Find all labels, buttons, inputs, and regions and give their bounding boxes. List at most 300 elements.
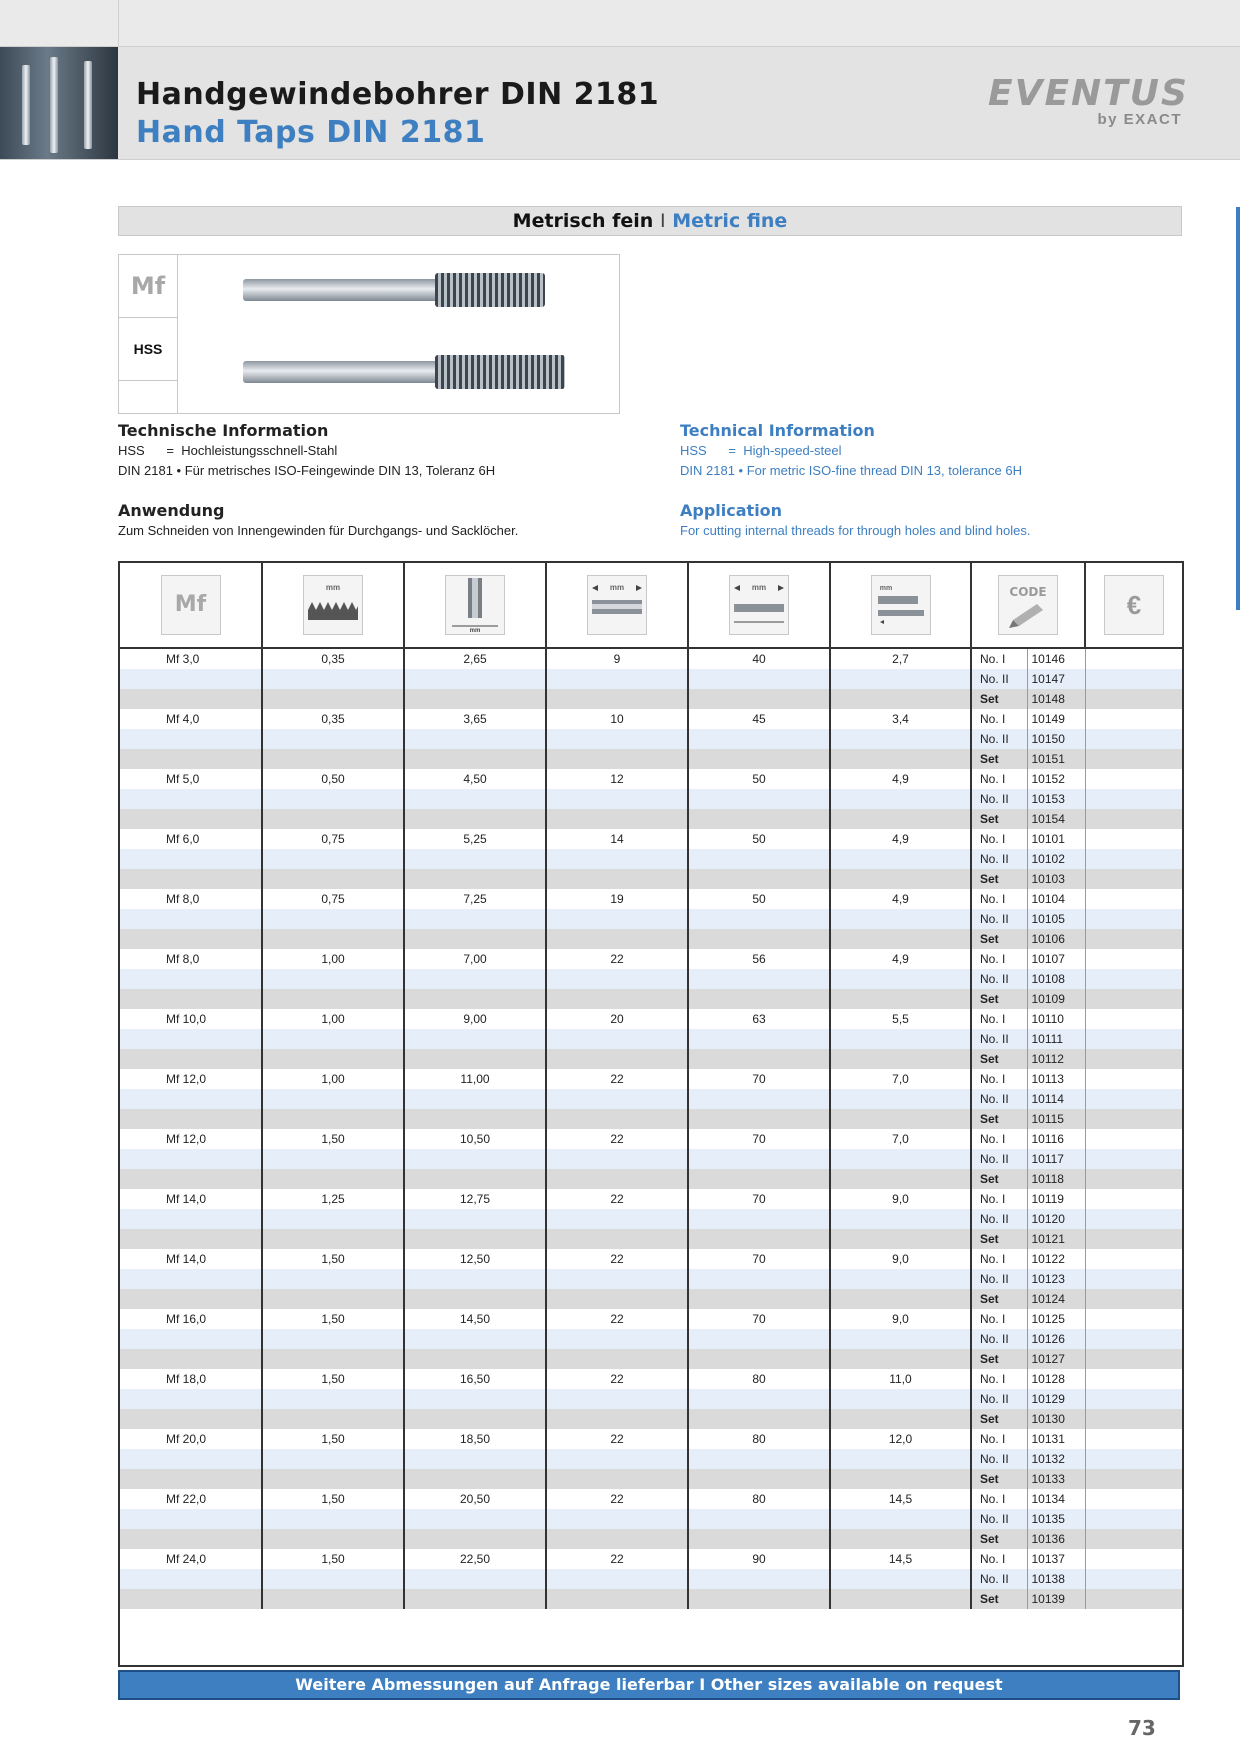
cell-square bbox=[830, 1529, 971, 1549]
cell-drill bbox=[404, 1529, 546, 1549]
cell-thread-len bbox=[546, 1449, 688, 1469]
cell-size bbox=[120, 1329, 262, 1349]
cell-thread-len bbox=[546, 989, 688, 1009]
cell-kind: No. I bbox=[971, 1429, 1027, 1449]
cell-code: 10126 bbox=[1027, 1329, 1085, 1349]
cell-size: Mf 10,0 bbox=[120, 1009, 262, 1029]
cell-thread-len: 19 bbox=[546, 889, 688, 909]
table-row bbox=[120, 1509, 1182, 1529]
cell-total-len bbox=[688, 1109, 830, 1129]
section-title bbox=[118, 206, 1182, 236]
cell-drill bbox=[404, 929, 546, 949]
cell-pitch bbox=[262, 989, 404, 1009]
cell-drill: 2,65 bbox=[404, 648, 546, 669]
cell-square: 14,5 bbox=[830, 1549, 971, 1569]
cell-pitch bbox=[262, 1589, 404, 1609]
cell-price bbox=[1085, 809, 1182, 829]
cell-code: 10120 bbox=[1027, 1209, 1085, 1229]
cell-drill bbox=[404, 989, 546, 1009]
col-header-pitch bbox=[262, 563, 404, 648]
cell-square bbox=[830, 929, 971, 949]
cell-pitch: 1,50 bbox=[262, 1249, 404, 1269]
cell-drill: 14,50 bbox=[404, 1309, 546, 1329]
cell-pitch bbox=[262, 869, 404, 889]
cell-kind: Set bbox=[971, 929, 1027, 949]
cell-size bbox=[120, 1409, 262, 1429]
table-row bbox=[120, 909, 1182, 929]
product-table bbox=[118, 561, 1184, 1667]
cell-drill: 11,00 bbox=[404, 1069, 546, 1089]
cell-price bbox=[1085, 949, 1182, 969]
application-text-en: For cutting internal threads for through holes and blind holes. bbox=[680, 523, 1031, 538]
table-row bbox=[120, 929, 1182, 949]
cell-total-len bbox=[688, 909, 830, 929]
cell-square: 4,9 bbox=[830, 949, 971, 969]
thread-unit: mm bbox=[609, 583, 625, 592]
cell-square bbox=[830, 1329, 971, 1349]
cell-thread-len: 12 bbox=[546, 769, 688, 789]
cell-thread-len: 22 bbox=[546, 1429, 688, 1449]
cell-size bbox=[120, 1529, 262, 1549]
cell-code: 10128 bbox=[1027, 1369, 1085, 1389]
cell-code: 10149 bbox=[1027, 709, 1085, 729]
cell-drill bbox=[404, 1269, 546, 1289]
cell-kind: No. I bbox=[971, 829, 1027, 849]
cell-square bbox=[830, 969, 971, 989]
cell-total-len: 70 bbox=[688, 1069, 830, 1089]
cell-total-len bbox=[688, 729, 830, 749]
cell-drill: 7,00 bbox=[404, 949, 546, 969]
cell-code: 10115 bbox=[1027, 1109, 1085, 1129]
cell-price bbox=[1085, 729, 1182, 749]
cell-code: 10123 bbox=[1027, 1269, 1085, 1289]
cell-thread-len bbox=[546, 1049, 688, 1069]
page-title-de: Handgewindebohrer DIN 2181 bbox=[136, 77, 660, 112]
cell-drill bbox=[404, 1109, 546, 1129]
cell-kind: Set bbox=[971, 989, 1027, 1009]
col-header-square bbox=[830, 563, 971, 648]
cell-total-len bbox=[688, 869, 830, 889]
tap-photo-3 bbox=[84, 61, 92, 149]
cell-pitch bbox=[262, 809, 404, 829]
cell-square bbox=[830, 1209, 971, 1229]
cell-size bbox=[120, 1589, 262, 1609]
cell-total-len: 80 bbox=[688, 1489, 830, 1509]
cell-kind: No. I bbox=[971, 1069, 1027, 1089]
cell-drill bbox=[404, 1229, 546, 1249]
tech-info-heading-de: Technische Information bbox=[118, 421, 329, 440]
cell-price bbox=[1085, 1409, 1182, 1429]
brand-name: EVENTUS bbox=[988, 73, 1189, 114]
cell-kind: Set bbox=[971, 749, 1027, 769]
cell-total-len bbox=[688, 1529, 830, 1549]
cell-thread-len: 22 bbox=[546, 1189, 688, 1209]
cell-total-len bbox=[688, 1209, 830, 1229]
cell-drill: 3,65 bbox=[404, 709, 546, 729]
cell-kind: No. I bbox=[971, 1249, 1027, 1269]
cell-code: 10134 bbox=[1027, 1489, 1085, 1509]
cell-code: 10103 bbox=[1027, 869, 1085, 889]
cell-thread-len: 22 bbox=[546, 1489, 688, 1509]
cell-size: Mf 22,0 bbox=[120, 1489, 262, 1509]
cell-kind: No. II bbox=[971, 1449, 1027, 1469]
cell-size bbox=[120, 789, 262, 809]
table-row bbox=[120, 1049, 1182, 1069]
cell-price bbox=[1085, 709, 1182, 729]
cell-code: 10105 bbox=[1027, 909, 1085, 929]
tap-image-no2 bbox=[243, 355, 573, 389]
cell-pitch bbox=[262, 1529, 404, 1549]
cell-drill: 22,50 bbox=[404, 1549, 546, 1569]
top-strip bbox=[0, 0, 1240, 47]
euro-icon bbox=[1104, 575, 1164, 635]
table-row bbox=[120, 1109, 1182, 1129]
cell-kind: Set bbox=[971, 1289, 1027, 1309]
cell-pitch bbox=[262, 849, 404, 869]
col-header-price bbox=[1085, 563, 1182, 648]
drill-unit: mm bbox=[469, 628, 481, 634]
cell-size bbox=[120, 1049, 262, 1069]
cell-thread-len bbox=[546, 1469, 688, 1489]
cell-square: 11,0 bbox=[830, 1369, 971, 1389]
cell-drill bbox=[404, 1589, 546, 1609]
cell-kind: No. I bbox=[971, 648, 1027, 669]
cell-drill: 18,50 bbox=[404, 1429, 546, 1449]
cell-pitch: 1,00 bbox=[262, 949, 404, 969]
cell-pitch bbox=[262, 929, 404, 949]
cell-kind: No. I bbox=[971, 1129, 1027, 1149]
cell-kind: Set bbox=[971, 869, 1027, 889]
cell-pitch: 1,50 bbox=[262, 1429, 404, 1449]
pitch-unit: mm bbox=[325, 583, 341, 592]
cell-price bbox=[1085, 1089, 1182, 1109]
cell-square: 12,0 bbox=[830, 1429, 971, 1449]
cell-square bbox=[830, 689, 971, 709]
cell-thread-len bbox=[546, 1409, 688, 1429]
square-icon bbox=[871, 575, 931, 635]
cell-price bbox=[1085, 889, 1182, 909]
cell-kind: No. I bbox=[971, 1549, 1027, 1569]
cell-square bbox=[830, 1509, 971, 1529]
cell-pitch: 1,25 bbox=[262, 1189, 404, 1209]
cell-drill: 16,50 bbox=[404, 1369, 546, 1389]
cell-size bbox=[120, 689, 262, 709]
cell-code: 10151 bbox=[1027, 749, 1085, 769]
cell-square bbox=[830, 1109, 971, 1129]
cell-kind: No. II bbox=[971, 1149, 1027, 1169]
cell-pitch bbox=[262, 1049, 404, 1069]
cell-square bbox=[830, 849, 971, 869]
cell-thread-len bbox=[546, 1089, 688, 1109]
cell-total-len bbox=[688, 789, 830, 809]
cell-price bbox=[1085, 1429, 1182, 1449]
cell-price bbox=[1085, 1249, 1182, 1269]
cell-total-len: 70 bbox=[688, 1249, 830, 1269]
cell-code: 10148 bbox=[1027, 689, 1085, 709]
cell-price bbox=[1085, 749, 1182, 769]
cell-total-len bbox=[688, 929, 830, 949]
cell-code: 10116 bbox=[1027, 1129, 1085, 1149]
cell-square bbox=[830, 1029, 971, 1049]
table-row bbox=[120, 1489, 1182, 1509]
cell-total-len bbox=[688, 1229, 830, 1249]
cell-total-len: 40 bbox=[688, 648, 830, 669]
cell-code: 10135 bbox=[1027, 1509, 1085, 1529]
cell-pitch bbox=[262, 749, 404, 769]
cell-kind: No. II bbox=[971, 969, 1027, 989]
cell-size bbox=[120, 969, 262, 989]
cell-price bbox=[1085, 1149, 1182, 1169]
cell-price bbox=[1085, 1589, 1182, 1609]
product-image-box bbox=[118, 254, 620, 414]
table-row bbox=[120, 1289, 1182, 1309]
cell-square: 7,0 bbox=[830, 1069, 971, 1089]
table-body bbox=[120, 648, 1182, 1609]
cell-drill bbox=[404, 1089, 546, 1109]
cell-thread-len bbox=[546, 1389, 688, 1409]
top-strip-divider bbox=[118, 0, 119, 46]
cell-code: 10107 bbox=[1027, 949, 1085, 969]
cell-size bbox=[120, 1169, 262, 1189]
table-row bbox=[120, 1329, 1182, 1349]
cell-code: 10131 bbox=[1027, 1429, 1085, 1449]
cell-price bbox=[1085, 1349, 1182, 1369]
cell-kind: No. I bbox=[971, 1009, 1027, 1029]
table-row bbox=[120, 1189, 1182, 1209]
cell-square bbox=[830, 1169, 971, 1189]
cell-size bbox=[120, 1289, 262, 1309]
cell-size bbox=[120, 1449, 262, 1469]
cell-thread-len bbox=[546, 969, 688, 989]
cell-thread-len bbox=[546, 869, 688, 889]
cell-pitch bbox=[262, 1149, 404, 1169]
cell-thread-len: 22 bbox=[546, 1549, 688, 1569]
cell-square: 4,9 bbox=[830, 769, 971, 789]
cell-total-len: 70 bbox=[688, 1309, 830, 1329]
cell-thread-len bbox=[546, 749, 688, 769]
cell-size bbox=[120, 729, 262, 749]
cell-square bbox=[830, 1469, 971, 1489]
cell-code: 10130 bbox=[1027, 1409, 1085, 1429]
tap-thread bbox=[435, 355, 565, 389]
cell-drill bbox=[404, 1149, 546, 1169]
cell-total-len: 56 bbox=[688, 949, 830, 969]
cell-code: 10104 bbox=[1027, 889, 1085, 909]
cell-total-len bbox=[688, 1469, 830, 1489]
cell-kind: No. II bbox=[971, 1389, 1027, 1409]
cell-price bbox=[1085, 929, 1182, 949]
cell-kind: Set bbox=[971, 1229, 1027, 1249]
cell-price bbox=[1085, 1529, 1182, 1549]
col-header-code bbox=[971, 563, 1085, 648]
total-unit: mm bbox=[751, 583, 767, 592]
cell-thread-len: 22 bbox=[546, 1369, 688, 1389]
cell-size bbox=[120, 909, 262, 929]
cell-code: 10108 bbox=[1027, 969, 1085, 989]
tap-image-no1 bbox=[243, 273, 543, 307]
cell-price bbox=[1085, 989, 1182, 1009]
cell-price bbox=[1085, 1549, 1182, 1569]
cell-size: Mf 4,0 bbox=[120, 709, 262, 729]
cell-thread-len bbox=[546, 809, 688, 829]
cell-price bbox=[1085, 1269, 1182, 1289]
table-row bbox=[120, 1009, 1182, 1029]
cell-drill bbox=[404, 1569, 546, 1589]
cell-price bbox=[1085, 1309, 1182, 1329]
cell-price bbox=[1085, 1029, 1182, 1049]
cell-size bbox=[120, 1089, 262, 1109]
cell-size: Mf 24,0 bbox=[120, 1549, 262, 1569]
cell-size bbox=[120, 669, 262, 689]
cell-price bbox=[1085, 1189, 1182, 1209]
table-row bbox=[120, 709, 1182, 729]
cell-price bbox=[1085, 1009, 1182, 1029]
cell-thread-len: 22 bbox=[546, 1249, 688, 1269]
cell-total-len: 80 bbox=[688, 1429, 830, 1449]
table-row bbox=[120, 889, 1182, 909]
product-label-column bbox=[119, 255, 178, 413]
cell-total-len bbox=[688, 1149, 830, 1169]
cell-pitch bbox=[262, 1109, 404, 1129]
cell-total-len bbox=[688, 849, 830, 869]
tech-info-line1-de: HSS = Hochleistungsschnell-Stahl bbox=[118, 443, 338, 458]
cell-pitch: 1,50 bbox=[262, 1309, 404, 1329]
cell-drill bbox=[404, 1409, 546, 1429]
cell-size: Mf 14,0 bbox=[120, 1189, 262, 1209]
pitch-icon bbox=[303, 575, 363, 635]
cell-thread-len bbox=[546, 1529, 688, 1549]
cell-pitch: 1,50 bbox=[262, 1369, 404, 1389]
cell-thread-len bbox=[546, 1589, 688, 1609]
cell-thread-len bbox=[546, 1349, 688, 1369]
cell-code: 10112 bbox=[1027, 1049, 1085, 1069]
cell-pitch bbox=[262, 969, 404, 989]
cell-kind: No. I bbox=[971, 769, 1027, 789]
cell-thread-len bbox=[546, 1289, 688, 1309]
cell-size: Mf 14,0 bbox=[120, 1249, 262, 1269]
col-header-core-drill bbox=[404, 563, 546, 648]
cell-square bbox=[830, 1269, 971, 1289]
cell-pitch bbox=[262, 1169, 404, 1189]
cell-thread-len bbox=[546, 1169, 688, 1189]
cell-pitch: 1,50 bbox=[262, 1129, 404, 1149]
cell-pitch: 1,00 bbox=[262, 1069, 404, 1089]
cell-thread-len bbox=[546, 909, 688, 929]
cell-total-len bbox=[688, 1269, 830, 1289]
table-row bbox=[120, 849, 1182, 869]
cell-square bbox=[830, 1149, 971, 1169]
thread-length-icon bbox=[587, 575, 647, 635]
cell-thread-len bbox=[546, 669, 688, 689]
cell-pitch: 1,00 bbox=[262, 1009, 404, 1029]
cell-square: 7,0 bbox=[830, 1129, 971, 1149]
cell-pitch: 0,35 bbox=[262, 648, 404, 669]
cell-kind: No. I bbox=[971, 949, 1027, 969]
cell-square: 2,7 bbox=[830, 648, 971, 669]
cell-pitch bbox=[262, 1209, 404, 1229]
cell-price bbox=[1085, 1209, 1182, 1229]
cell-kind: Set bbox=[971, 1589, 1027, 1609]
cell-size bbox=[120, 849, 262, 869]
cell-square bbox=[830, 1289, 971, 1309]
cell-size bbox=[120, 1149, 262, 1169]
cell-thread-len bbox=[546, 1029, 688, 1049]
cell-drill bbox=[404, 1329, 546, 1349]
tap-photo-2 bbox=[50, 57, 58, 153]
cell-price bbox=[1085, 1509, 1182, 1529]
table-row bbox=[120, 1369, 1182, 1389]
cell-total-len: 80 bbox=[688, 1369, 830, 1389]
cell-kind: No. I bbox=[971, 1189, 1027, 1209]
cell-drill bbox=[404, 749, 546, 769]
cell-square bbox=[830, 669, 971, 689]
cell-kind: No. II bbox=[971, 1209, 1027, 1229]
cell-drill: 10,50 bbox=[404, 1129, 546, 1149]
cell-price bbox=[1085, 829, 1182, 849]
cell-pitch bbox=[262, 909, 404, 929]
table-row bbox=[120, 749, 1182, 769]
cell-kind: No. I bbox=[971, 1309, 1027, 1329]
cell-square bbox=[830, 1229, 971, 1249]
cell-price bbox=[1085, 789, 1182, 809]
table-row bbox=[120, 648, 1182, 669]
cell-kind: Set bbox=[971, 1409, 1027, 1429]
cell-drill bbox=[404, 909, 546, 929]
cell-square bbox=[830, 909, 971, 929]
page-header bbox=[0, 47, 1240, 160]
cell-drill bbox=[404, 1209, 546, 1229]
cell-pitch: 0,35 bbox=[262, 709, 404, 729]
cell-total-len bbox=[688, 1509, 830, 1529]
cell-square: 5,5 bbox=[830, 1009, 971, 1029]
table-row bbox=[120, 969, 1182, 989]
cell-drill bbox=[404, 1389, 546, 1409]
cell-code: 10150 bbox=[1027, 729, 1085, 749]
section-title-en: Metric fine bbox=[672, 210, 788, 232]
table-row bbox=[120, 1249, 1182, 1269]
cell-drill: 7,25 bbox=[404, 889, 546, 909]
cell-price bbox=[1085, 1369, 1182, 1389]
table-row bbox=[120, 1449, 1182, 1469]
cell-kind: Set bbox=[971, 1169, 1027, 1189]
cell-size bbox=[120, 1209, 262, 1229]
cell-pitch bbox=[262, 729, 404, 749]
cell-square: 4,9 bbox=[830, 889, 971, 909]
cell-total-len: 50 bbox=[688, 769, 830, 789]
table-row bbox=[120, 1269, 1182, 1289]
cell-square bbox=[830, 1389, 971, 1409]
euro-icon-text: € bbox=[1126, 590, 1142, 620]
application-heading-en: Application bbox=[680, 501, 783, 520]
table-row bbox=[120, 769, 1182, 789]
cell-drill bbox=[404, 729, 546, 749]
cell-pitch bbox=[262, 1089, 404, 1109]
cell-price bbox=[1085, 648, 1182, 669]
cell-size bbox=[120, 1229, 262, 1249]
cell-code: 10110 bbox=[1027, 1009, 1085, 1029]
label-spacer bbox=[119, 381, 177, 414]
cell-square bbox=[830, 989, 971, 1009]
cell-kind: Set bbox=[971, 809, 1027, 829]
table-row bbox=[120, 1469, 1182, 1489]
square-unit: mm bbox=[879, 585, 892, 592]
cell-square: 4,9 bbox=[830, 829, 971, 849]
cell-code: 10152 bbox=[1027, 769, 1085, 789]
table-row bbox=[120, 1309, 1182, 1329]
cell-pitch bbox=[262, 1509, 404, 1529]
cell-kind: No. II bbox=[971, 1029, 1027, 1049]
cell-size: Mf 5,0 bbox=[120, 769, 262, 789]
